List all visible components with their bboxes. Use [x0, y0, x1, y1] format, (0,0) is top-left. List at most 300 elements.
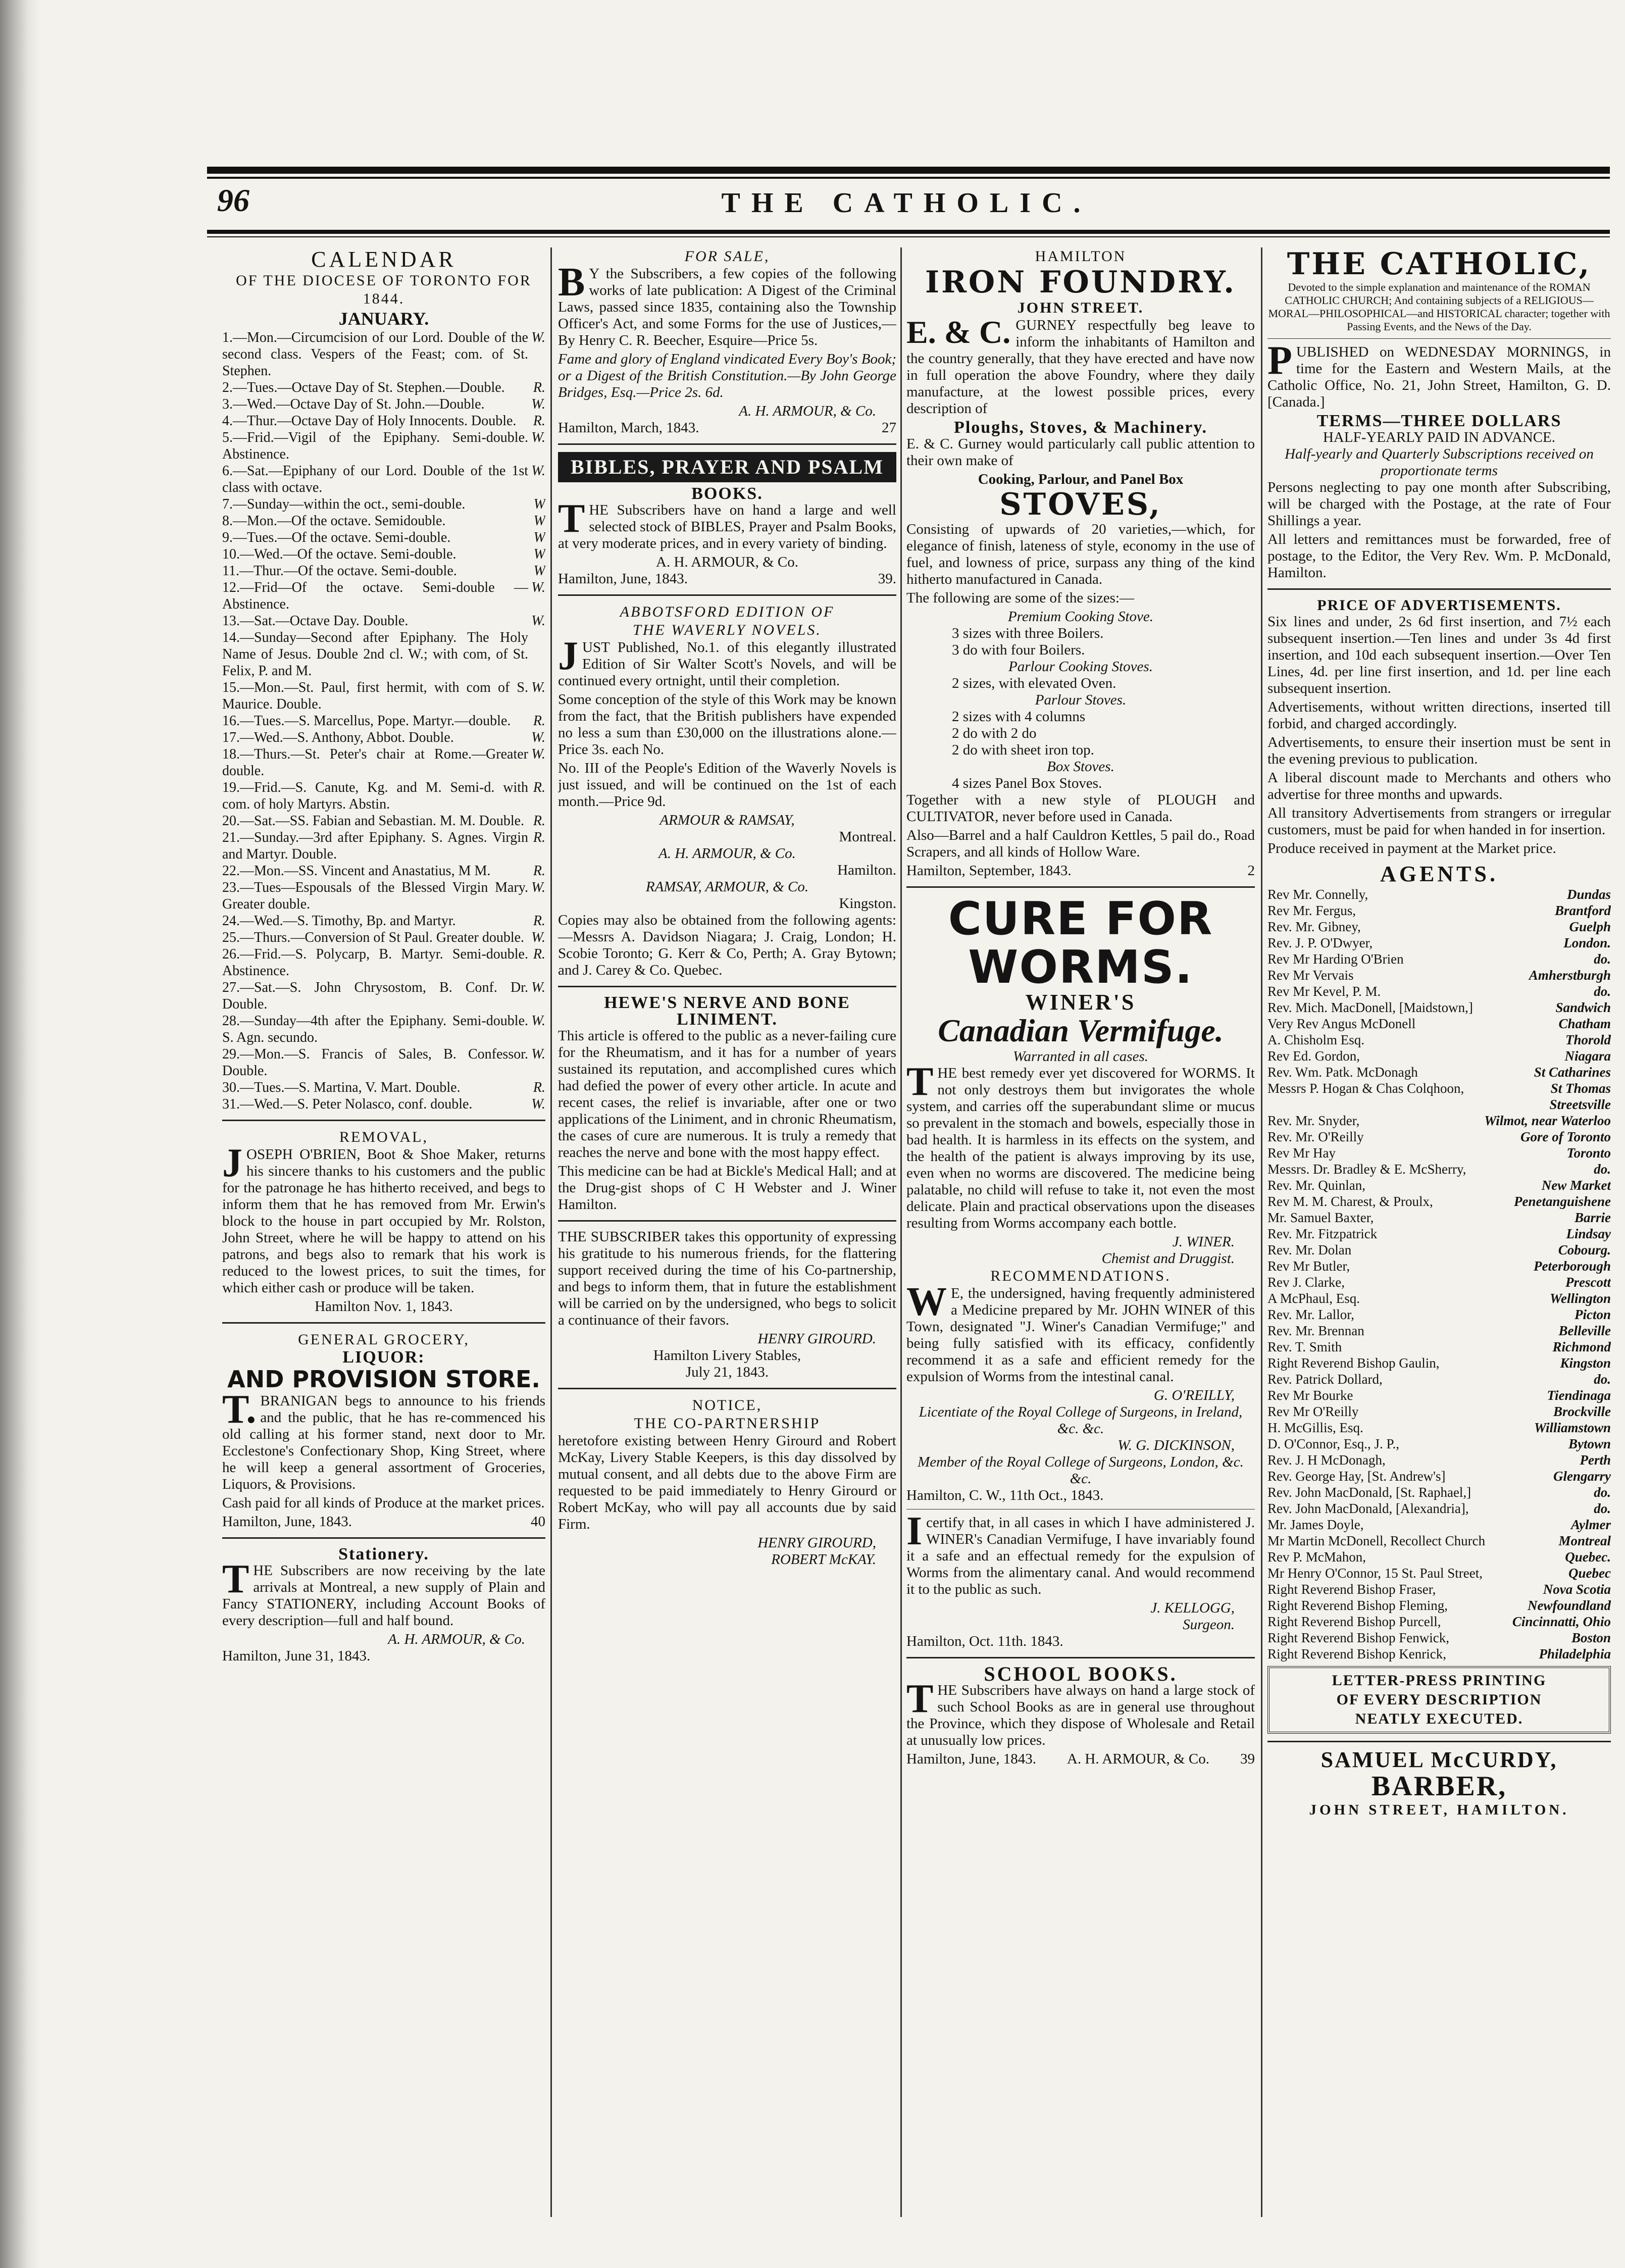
calendar-entry-rank: W. — [531, 980, 545, 995]
divider — [222, 1537, 545, 1539]
agent-entry — [1267, 1387, 1611, 1403]
calendar-entry — [222, 863, 545, 879]
barber-street: JOHN STREET, HAMILTON. — [1309, 1802, 1569, 1818]
stove-size: 2 sizes, with elevated Oven. — [952, 675, 1116, 691]
agent-entry — [1267, 1403, 1611, 1420]
agent-name: Right Reverend Bishop Gaulin, — [1267, 1355, 1440, 1371]
foundry-body2: E. & C. Gurney would particularly call public attention to their own make of — [906, 436, 1255, 469]
agent-name: Rev. Patrick Dollard, — [1267, 1372, 1383, 1387]
waverly-loc3: Kingston. — [839, 895, 896, 912]
agent-entry — [1267, 1339, 1611, 1355]
calendar-year: 1844. — [363, 290, 405, 307]
calendar-entry-rank: W. — [531, 613, 545, 629]
waverly-loc1: Montreal. — [839, 829, 896, 845]
divider — [558, 1388, 896, 1389]
agent-place: Cincinnatti, Ohio — [1512, 1614, 1611, 1629]
calendar-entry-text: 1.—Mon.—Circumcision of our Lord. Double of the second class. Vespers of the Feast; com. of St. Stephen. — [222, 330, 528, 379]
calendar-entry — [222, 729, 545, 746]
agent-place: Bytown — [1568, 1436, 1611, 1451]
calendar-entry-rank: W. — [531, 396, 545, 412]
calendar-entry-text: 30.—Tues.—S. Martina, V. Mart. Double. — [222, 1080, 461, 1095]
calendar-entry-rank: R. — [533, 813, 545, 829]
agent-entry — [1267, 1565, 1611, 1581]
bibles-body: THE Subscribers have on hand a large and well selected stock of BIBLES, Prayer and Psalm Books, at very moderate prices, and in every variety of binding. — [558, 496, 896, 551]
agent-name: Rev Mr. Connelly, — [1267, 887, 1368, 902]
agent-name: Very Rev Angus McDonell — [1267, 1016, 1416, 1031]
letterpress-box — [1267, 1666, 1611, 1734]
calendar-entry-rank: W — [533, 496, 545, 512]
calendar-entry — [222, 1013, 545, 1046]
calendar-entry — [222, 579, 545, 613]
agent-entry — [1267, 1533, 1611, 1549]
ads-p3: Advertisements, to ensure their insertion must be sent in the evening previous to publication. — [1267, 734, 1611, 767]
agent-name: Rev Mr Kevel, P. M. — [1267, 984, 1381, 999]
calendar-entry-rank: R. — [533, 1080, 545, 1095]
divider — [1267, 338, 1611, 339]
agent-place: do. — [1594, 1501, 1611, 1516]
agent-place: Thorold — [1565, 1032, 1611, 1047]
calendar-entry — [222, 1046, 545, 1079]
agent-place: Wilmot, near Waterloo — [1484, 1113, 1611, 1128]
calendar-entry-text: 4.—Thur.—Octave Day of Holy Innocents. Double. — [222, 413, 517, 429]
agent-entry — [1267, 1614, 1611, 1630]
calendar-entry — [222, 429, 545, 463]
worms-recommendations-body: WE, the undersigned, having frequently administered a Medicine prepared by Mr. JOHN WINER of this Town, designated "J. Winer's Canadian Vermifuge;" and being fully satisfied with its efficacy, confidently recommend it as a safe and efficient remedy for the expulsion of Worms from the intestinal canal. — [906, 1280, 1255, 1385]
calendar-entry-text: 7.—Sunday—within the oct., semi-double. — [222, 496, 466, 512]
agent-place: Quebec — [1568, 1566, 1611, 1581]
agent-place: Wellington — [1549, 1291, 1611, 1306]
agent-entry — [1267, 951, 1611, 967]
stove-size: Box Stoves. — [1047, 759, 1114, 775]
worms-product: Canadian Vermifuge. — [938, 1013, 1224, 1048]
agent-place: do. — [1594, 951, 1611, 967]
column-2 — [558, 247, 896, 2217]
calendar-entry — [222, 813, 545, 829]
notice-sig1: HENRY GIROURD, — [757, 1535, 876, 1551]
column-1 — [222, 247, 545, 2217]
waverly-title1: ABBOTSFORD EDITION OF — [620, 603, 835, 620]
grocery-cash: Cash paid for all kinds of Produce at the market prices. — [222, 1495, 545, 1511]
top-rule-thin — [207, 177, 1610, 179]
agent-place: Peterborough — [1533, 1258, 1611, 1274]
calendar-entry — [222, 946, 545, 979]
agent-entry — [1267, 1274, 1611, 1290]
worms-title: CURE FOR WORMS. — [948, 892, 1213, 994]
calendar-entry-rank: W. — [531, 680, 545, 695]
bibles-dateline: Hamilton, June, 1843. 39. — [558, 571, 896, 587]
agent-place: do. — [1594, 1485, 1611, 1500]
agent-entry — [1267, 1597, 1611, 1614]
girourd-location: Hamilton Livery Stables, — [653, 1347, 801, 1364]
certificate-date: Hamilton, Oct. 11th. 1843. — [906, 1633, 1063, 1649]
calendar-entry-rank: W. — [531, 463, 545, 479]
agent-entry — [1267, 1032, 1611, 1048]
calendar-entry-rank: R. — [533, 713, 545, 729]
agent-name: Messrs. Dr. Bradley & E. McSherry, — [1267, 1162, 1466, 1177]
agent-name: Right Reverend Bishop Kenrick, — [1267, 1646, 1446, 1661]
waverly-body: JUST Published, No.1. of this elegantly illustrated Edition of Sir Walter Scott's Novels, and will be continued every ortnight, until their completion. — [558, 634, 896, 689]
agent-place: Williamstown — [1534, 1420, 1611, 1435]
calendar-entry-text: 10.—Wed.—Of the octave. Semi-double. — [222, 546, 456, 562]
agent-entry — [1267, 1145, 1611, 1161]
calendar-entry — [222, 979, 545, 1013]
bibles-boxed-title: BIBLES, PRAYER AND PSALM — [558, 452, 896, 482]
recommender-title: Licentiate of the Royal College of Surgeons, in Ireland, &c. &c. — [919, 1404, 1243, 1437]
agent-entry — [1267, 1500, 1611, 1517]
calendar-title: CALENDAR — [311, 247, 456, 272]
ads-title: PRICE OF ADVERTISEMENTS. — [1317, 597, 1561, 614]
agent-place: Amherstburgh — [1529, 968, 1611, 983]
agent-place: Toronto — [1566, 1145, 1611, 1161]
header-rule — [207, 230, 1610, 234]
agent-entry — [1267, 1080, 1611, 1096]
calendar-entry-text: 20.—Sat.—SS. Fabian and Sebastian. M. M. Double. — [222, 813, 525, 829]
agent-name: Rev. John MacDonald, [St. Raphael,] — [1267, 1485, 1471, 1500]
stove-size: 3 do with four Boilers. — [952, 642, 1085, 658]
divider — [222, 1120, 545, 1121]
agent-name: Right Reverend Bishop Fleming, — [1267, 1598, 1448, 1613]
agent-name: Rev Ed. Gordon, — [1267, 1048, 1360, 1064]
stove-size: 2 sizes with 4 columns — [952, 709, 1086, 725]
calendar-entry-text: 29.—Mon.—S. Francis of Sales, B. Confessor. Double. — [222, 1046, 528, 1079]
agent-name: Rev Mr O'Reilly — [1267, 1404, 1359, 1419]
calendar-entry-text: 16.—Tues.—S. Marcellus, Pope. Martyr.—double. — [222, 713, 511, 729]
calendar-entry — [222, 379, 545, 396]
divider — [558, 594, 896, 596]
calendar-entry-rank: R. — [533, 946, 545, 962]
catholic-devoted: Devoted to the simple explanation and maintenance of the ROMAN CATHOLIC CHURCH; And containing subjects of a RELIGIOUS—MORAL—PHILOSOPHICAL—and HISTORICAL character; together with Passing Events, and the News of the Day. — [1268, 281, 1610, 333]
page-number: 96 — [217, 182, 249, 218]
calendar-entry-rank: W. — [531, 1096, 545, 1112]
liniment-body: This article is offered to the public as a never-failing cure for the Rheumatism, and it has for a number of years sustained its reputation, and accomplished cures which had defied the power of every other article. In acute and recent cases, the relief is invariable, after one or two applications of the Liniment, and in chronic Rheumatism, the cases of cure are numerous. It is truly a remedy that reaches the nerve and bone with the most happy effect. — [558, 1028, 896, 1161]
agent-entry — [1267, 1064, 1611, 1080]
agent-entry — [1267, 1630, 1611, 1646]
agent-place: Dundas — [1566, 887, 1611, 902]
agent-place: Newfoundland — [1527, 1598, 1611, 1613]
foundry-body4: The following are some of the sizes:— — [906, 590, 1134, 606]
waverly-agents: Copies may also be obtained from the following agents:—Messrs A. Davidson Niagara; J. Craig, London; H. Scobie Toronto; G. Kerr & Co, Perth; A. Gray Bytown; and J. Carey & Co. Quebec. — [558, 912, 896, 978]
calendar-entry — [222, 546, 545, 563]
bibles-signature: A. H. ARMOUR, & Co. — [656, 554, 798, 570]
agent-entry — [1267, 1242, 1611, 1258]
calendar-entry-text: 12.—Frid—Of the octave. Semi-double — Abstinence. — [222, 580, 528, 612]
certificate-signature: J. KELLOGG, — [1150, 1600, 1235, 1616]
calendar-entry — [222, 929, 545, 946]
calendar-entry-rank: R. — [533, 780, 545, 795]
calendar-entry-rank: W — [533, 513, 545, 529]
worms-certificate: Icertify that, in all cases in which I have administered J. WINER's Canadian Vermifuge, I have invariably found it a safe and an effectual remedy for the expulsion of Worms from the alimentary canal. And would recommend it to the public as such. — [906, 1509, 1255, 1597]
letterpress-line: NEATLY EXECUTED. — [1355, 1710, 1524, 1727]
agent-place: Tiendinaga — [1547, 1388, 1611, 1403]
calendar-entry-rank: R. — [533, 863, 545, 879]
notice-body: heretofore existing between Henry Girourd and Robert McKay, Livery Stable Keepers, is this day dissolved by mutual consent, and all debts due to the above Firm are requested to be paid immediately to Henry Girourd or Robert McKay, who will pay all accounts due by said Firm. — [558, 1433, 896, 1532]
agent-entry — [1267, 999, 1611, 1016]
agent-entry — [1267, 1113, 1611, 1129]
agent-entry — [1267, 1193, 1611, 1209]
waverly-sig1: ARMOUR & RAMSAY, — [659, 812, 795, 828]
calendar-entry-text: 25.—Thurs.—Conversion of St Paul. Greater double. — [222, 930, 525, 945]
agent-entry — [1267, 1096, 1611, 1113]
agent-place: Prescott — [1565, 1275, 1611, 1290]
agent-entry — [1267, 1177, 1611, 1193]
calendar-entry-text: 5.—Frid.—Vigil of the Epiphany. Semi-double. Abstinence. — [222, 430, 528, 462]
calendar-entry-text: 8.—Mon.—Of the octave. Semidouble. — [222, 513, 446, 529]
agent-place: do. — [1594, 1372, 1611, 1387]
column-divider — [900, 247, 902, 2217]
agent-name: Mr Henry O'Connor, 15 St. Paul Street, — [1267, 1566, 1483, 1581]
divider — [906, 886, 1255, 888]
calendar-entry — [222, 529, 545, 546]
calendar-entry-text: 6.—Sat.—Epiphany of our Lord. Double of the 1st class with octave. — [222, 463, 528, 495]
recommendations-date: Hamilton, C. W., 11th Oct., 1843. — [906, 1487, 1104, 1503]
agent-name: Rev. Mr. O'Reilly — [1267, 1129, 1364, 1144]
agent-name: Rev. Mr. Quinlan, — [1267, 1178, 1365, 1193]
agent-place: Brockville — [1553, 1404, 1611, 1419]
agent-name: Right Reverend Bishop Fenwick, — [1267, 1630, 1449, 1645]
calendar-entry-text: 14.—Sunday—Second after Epiphany. The Holy Name of Jesus. Double 2nd cl. W.; with com, of St. Felix, P. and M. — [222, 630, 528, 679]
agent-place: London. — [1563, 935, 1611, 950]
ads-body: Six lines and under, 2s 6d first insertion, and 7½ each subsequent insertion.—Ten lines and under 3s 4d first insertion, and 10d each subsequent insertion.—Over Ten Lines, 4d. per line first insertion, and 1d. per line each subsequent insertion. — [1267, 614, 1611, 696]
liniment-title1: HEWE'S NERVE AND BONE — [604, 993, 850, 1012]
worms-brand: WINER'S — [1025, 990, 1136, 1015]
calendar-entry-text: 11.—Thur.—Of the octave. Semi-double. — [222, 563, 457, 579]
agent-entry — [1267, 886, 1611, 902]
agent-name: Rev. Wm. Patk. McDonagh — [1267, 1065, 1418, 1080]
worms-signature: J. WINER. — [1172, 1234, 1235, 1250]
agent-name: Mr. James Doyle, — [1267, 1517, 1364, 1532]
calendar-entry — [222, 513, 545, 529]
stationery-body: THE Subscribers are now receiving by the late arrivals at Montreal, a new supply of Plain and Fancy STATIONERY, including Account Books of every description—full and half bound. — [222, 1557, 545, 1629]
column-divider — [550, 247, 552, 2217]
barber-trade: BARBER, — [1371, 1771, 1507, 1802]
agent-name: Rev Mr Harding O'Brien — [1267, 951, 1404, 967]
agent-name: Rev P. McMahon, — [1267, 1549, 1366, 1565]
calendar-entry-rank: W. — [531, 930, 545, 945]
calendar-entry-rank: R. — [533, 913, 545, 929]
foundry-kicker: HAMILTON — [1035, 248, 1127, 265]
calendar-subtitle: OF THE DIOCESE OF TORONTO FOR — [236, 272, 532, 289]
letterpress-line: OF EVERY DESCRIPTION — [1336, 1691, 1542, 1708]
agent-name: Rev. J. P. O'Dwyer, — [1267, 935, 1373, 950]
agent-place: Boston — [1571, 1630, 1611, 1645]
agent-place: Cobourg. — [1558, 1242, 1611, 1257]
stove-size: 4 sizes Panel Box Stoves. — [952, 775, 1102, 791]
waverly-sig2: A. H. ARMOUR, & Co. — [658, 845, 796, 862]
agent-entry — [1267, 1371, 1611, 1387]
worms-warranted: Warranted in all cases. — [1013, 1048, 1148, 1065]
agent-entry — [1267, 1290, 1611, 1306]
agent-place: Chatham — [1558, 1016, 1611, 1031]
agent-entry — [1267, 967, 1611, 983]
worms-body: THE best remedy ever yet discovered for WORMS. It not only destroys them but invigorates the whole system, and carries off the superabundant slime or mucus so prevalent in the stomach and bowels, especially those in bad health. It is harmless in its effects on the system, and the health of the patient is always improving by its use, even when no worms are discovered. The medicine being palatable, no child will refuse to take it, not even the most delicate. Plain and practical observations upon the diseases resulting from Worms accompany each bottle. — [906, 1060, 1255, 1231]
calendar-entry — [222, 413, 545, 429]
calendar-entry — [222, 496, 545, 513]
agent-place: Philadelphia — [1539, 1646, 1611, 1661]
top-rule-thick — [207, 167, 1610, 174]
divider — [558, 1220, 896, 1222]
agent-name: Rev. George Hay, [St. Andrew's] — [1267, 1469, 1446, 1484]
agent-entry — [1267, 1016, 1611, 1032]
calendar-entry-rank: W — [533, 546, 545, 562]
calendar-entry — [222, 1079, 545, 1096]
stove-size: Parlour Stoves. — [1035, 692, 1127, 708]
stove-size: 3 sizes with three Boilers. — [952, 625, 1104, 641]
calendar-entry-text: 27.—Sat.—S. John Chrysostom, B. Conf. Dr. Double. — [222, 980, 528, 1012]
waverly-sig3: RAMSAY, ARMOUR, & Co. — [645, 879, 809, 895]
recommender-name: W. G. DICKINSON, — [1118, 1437, 1235, 1453]
agent-name: Rev. Mr. Snyder, — [1267, 1113, 1360, 1128]
calendar-entry-rank: W. — [531, 880, 545, 895]
liniment-title2: LINIMENT. — [677, 1010, 778, 1029]
foundry-body5: Together with a new style of PLOUGH and CULTIVATOR, never before used in Canada. — [906, 792, 1255, 825]
agent-name: Messrs P. Hogan & Chas Colqhoon, — [1267, 1081, 1464, 1096]
calendar-entry — [222, 1096, 545, 1113]
school-dateline: Hamilton, June, 1843. A. H. ARMOUR, & Co. 39 — [906, 1751, 1255, 1767]
school-title: SCHOOL BOOKS. — [984, 1662, 1178, 1685]
agent-name: Rev J. Clarke, — [1267, 1275, 1345, 1290]
foundry-initials: E. & C. — [906, 314, 1011, 350]
agent-place: Lindsay — [1566, 1226, 1611, 1241]
agent-entry — [1267, 1161, 1611, 1177]
forsale-title: FOR SALE, — [684, 248, 770, 265]
agent-name: Rev. T. Smith — [1267, 1339, 1342, 1354]
agent-name: Rev. J. H McDonagh, — [1267, 1452, 1386, 1468]
agent-place: Nova Scotia — [1543, 1582, 1611, 1597]
divider — [1267, 1741, 1611, 1742]
agent-place: Niagara — [1564, 1048, 1611, 1064]
calendar-entry-text: 2.—Tues.—Octave Day of St. Stephen.—Double. — [222, 380, 505, 395]
agent-name: Rev Mr. Fergus, — [1267, 903, 1356, 918]
agent-place: Gore of Toronto — [1520, 1129, 1611, 1144]
grocery-store-title: AND PROVISION STORE. — [227, 1366, 540, 1393]
agent-entry — [1267, 902, 1611, 919]
forsale-dateline: Hamilton, March, 1843. 27 — [558, 420, 896, 436]
agent-name: Rev Mr Butler, — [1267, 1258, 1350, 1274]
agent-place: Guelph — [1569, 919, 1611, 934]
calendar-entry — [222, 879, 545, 913]
foundry-body: GURNEY respectfully beg leave to inform the inhabitants of Hamilton and the country generally, that they have erected and have now in full operation the above Foundry, where they daily manufacture, at the lowest possible prices, every description of — [906, 317, 1255, 417]
column-divider — [1261, 247, 1262, 2217]
agent-place: Perth — [1580, 1452, 1611, 1468]
notice-sig2: ROBERT McKAY. — [771, 1551, 876, 1568]
removal-dateline: Hamilton Nov. 1, 1843. — [315, 1298, 453, 1315]
stove-size: Parlour Cooking Stoves. — [1008, 659, 1153, 675]
agent-place: Quebec. — [1565, 1549, 1611, 1565]
calendar-entry-rank: W. — [531, 730, 545, 745]
calendar-entry-rank: W. — [531, 1013, 545, 1029]
agent-name: Rev. Mich. MacDonell, [Maidstown,] — [1267, 1000, 1473, 1015]
column-3 — [906, 247, 1255, 2217]
calendar-entry — [222, 629, 545, 679]
forsale-body2: Fame and glory of England vindicated Every Boy's Book; or a Digest of the British Constitution.—By John George Bridges, Esq.—Price 2s. 6d. — [558, 351, 896, 400]
agent-name: Rev Mr Vervais — [1267, 968, 1354, 983]
calendar-entry — [222, 779, 545, 813]
removal-body: JOSEPH O'BRIEN, Boot & Shoe Maker, returns his sincere thanks to his customers and the public for the patronage he has hitherto received, and begs to inform them that he has removed from Mr. Erwin's block to the house in part occupied by Mr. Rolston, John Street, where he will be happy to attend on his patrons, and begs also to remark that his work is reduced to the lowest prices, to suit the times, for which either cash or produce will be taken. — [222, 1141, 545, 1296]
stationery-title: Stationery. — [338, 1545, 429, 1564]
divider — [222, 1322, 545, 1324]
calendar-entry-rank: W. — [531, 580, 545, 595]
calendar-entry — [222, 396, 545, 413]
agent-entry — [1267, 1048, 1611, 1064]
ads-p2: Advertisements, without written directions, inserted till forbid, and charged accordingly. — [1267, 699, 1611, 732]
ads-p6: Produce received in payment at the Market price. — [1267, 840, 1556, 856]
agent-place: Picton — [1575, 1307, 1611, 1322]
notice-title: NOTICE, — [692, 1397, 763, 1414]
foundry-list: Ploughs, Stoves, & Machinery. — [954, 418, 1207, 437]
calendar-entry-text: 24.—Wed.—S. Timothy, Bp. and Martyr. — [222, 913, 456, 929]
calendar-entry — [222, 746, 545, 779]
agent-entry — [1267, 1355, 1611, 1371]
agents-title: AGENTS. — [1380, 862, 1498, 886]
agent-entry — [1267, 1209, 1611, 1226]
ads-p4: A liberal discount made to Merchants and others who advertise for three months and upwards. — [1267, 770, 1611, 802]
waverly-body2: Some conception of the style of this Work may be known from the fact, that the British publishers have expended no less a sum than £30,000 on the illustrations alone.—Price 3s. each No. — [558, 691, 896, 758]
catholic-terms2: HALF-YEARLY PAID IN ADVANCE. — [1323, 429, 1556, 445]
agent-name: Rev M. M. Charest, & Proulx, — [1267, 1194, 1433, 1209]
forsale-body: BY the Subscribers, a few copies of the following works of late publication: A Digest of the Criminal Laws, passed since 1835, containing also the Township Officer's Act, and some Forms for the use of Justices,—By Henry C. R. Beecher, Esquire—Price 5s. — [558, 260, 896, 348]
agent-entry — [1267, 1468, 1611, 1484]
agent-name: Mr. Samuel Baxter, — [1267, 1210, 1374, 1225]
grocery-dateline: Hamilton, June, 1843. 40 — [222, 1514, 545, 1530]
notice-title2: THE CO-PARTNERSHIP — [634, 1415, 821, 1432]
catholic-terms: TERMS—THREE DOLLARS — [1316, 412, 1562, 430]
agent-place: Glengarry — [1553, 1469, 1611, 1484]
agent-entry — [1267, 1323, 1611, 1339]
worms-recommendations-title: RECOMMENDATIONS. — [990, 1268, 1171, 1284]
agent-entry — [1267, 1484, 1611, 1500]
agent-name: Rev. Mr. Fitzpatrick — [1267, 1226, 1378, 1241]
waverly-body3: No. III of the People's Edition of the Waverly Novels is just issued, and will be continued on the 1st of each month.—Price 9d. — [558, 760, 896, 810]
calendar-entry-rank: W. — [531, 1046, 545, 1062]
catholic-note1: Persons neglecting to pay one month after Subscribing, will be charged with the Postage, at the rate of Four Shillings a year. — [1267, 479, 1611, 529]
calendar-entry-text: 28.—Sunday—4th after the Epiphany. Semi-double. S. Agn. secundo. — [222, 1013, 528, 1045]
agent-name: A McPhaul, Esq. — [1267, 1291, 1360, 1306]
letterpress-line: LETTER-PRESS PRINTING — [1332, 1672, 1547, 1689]
page-header — [207, 182, 1606, 227]
header-rule-thin — [207, 236, 1610, 237]
calendar-entry — [222, 913, 545, 929]
catholic-title: THE CATHOLIC, — [1287, 247, 1592, 282]
calendar-entry — [222, 563, 545, 579]
divider — [558, 443, 896, 445]
agent-entry — [1267, 1646, 1611, 1662]
recommender-title: Member of the Royal College of Surgeons, London, &c. &c. — [918, 1454, 1244, 1487]
agent-place: do. — [1594, 1162, 1611, 1177]
agent-entry — [1267, 1549, 1611, 1565]
agent-entry — [1267, 1258, 1611, 1274]
agent-place: Richmond — [1552, 1339, 1611, 1354]
calendar-entry-text: 31.—Wed.—S. Peter Nolasco, conf. double. — [222, 1096, 473, 1112]
column-4 — [1267, 247, 1611, 2217]
catholic-published: PUBLISHED on WEDNESDAY MORNINGS, in time for the Eastern and Western Mails, at the Catholic Office, No. 21, John Street, Hamilton, G. D. [Canada.] — [1267, 338, 1611, 410]
agent-name: D. O'Connor, Esq., J. P., — [1267, 1436, 1400, 1451]
calendar-entry-text: 22.—Mon.—SS. Vincent and Anastatius, M M. — [222, 863, 491, 879]
agent-place: Brantford — [1554, 903, 1611, 918]
calendar-entry-rank: W. — [531, 746, 545, 762]
agent-name: Rev. Mr. Lallor, — [1267, 1307, 1354, 1322]
calendar-entries — [222, 329, 545, 1113]
catholic-terms3: Half-yearly and Quarterly Subscriptions received on proportionate terms — [1285, 446, 1594, 479]
agent-name: Rev. Mr. Brennan — [1267, 1323, 1364, 1338]
agent-name: Rev Mr Hay — [1267, 1145, 1336, 1161]
worms-signature-title: Chemist and Druggist. — [1101, 1250, 1235, 1267]
agent-place: Streetsville — [1549, 1097, 1611, 1112]
calendar-entry-text: 26.—Frid.—S. Polycarp, B. Martyr. Semi-double. Abstinence. — [222, 946, 528, 979]
agent-place: Montreal — [1558, 1533, 1611, 1548]
catholic-note2: All letters and remittances must be forwarded, free of postage, to the Editor, the Very Rev. Wm. P. McDonald, Hamilton. — [1267, 531, 1611, 581]
agent-place: Aylmer — [1571, 1517, 1611, 1532]
calendar-entry-rank — [528, 629, 545, 679]
